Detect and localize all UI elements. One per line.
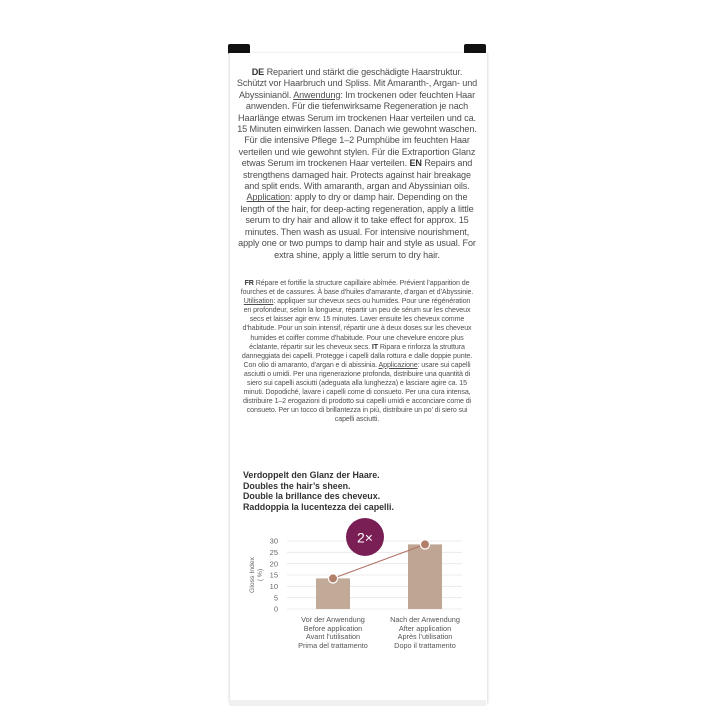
de-text-2: : Im trockenen oder feuchten Haar anwenden. Für die tiefenwirksame Regeneration je nach Haarlänge etwas Serum im trockenen Haar verteilen und ca. 15 Minuten einwirken lassen. Danach wie gewohnt waschen. Für die intensive Pflege 1–2 Pumphübe im feuchten Haar verteilen und wie gewohnt stylen. Für die Extraportion Glanz etwas Serum im trockenen Haar verteilen. xyxy=(237,89,477,169)
badge-label: 2× xyxy=(357,529,373,546)
it-applicazione-label: Applicazione xyxy=(378,360,418,369)
y-tick-label: 25 xyxy=(269,547,278,557)
en-text-2: : apply to dry or damp hair. Depending on the length of the hair, for deep-acting regeneration, apply a little serum to dry hair and allow it to take effect for approx. 15 minutes. Then wash as usual. For intensive nourishment, apply one or two pumps to damp hair and style as usual. For extra shine, apply a little serum to dry hair. xyxy=(238,192,476,260)
category-label-line: Before application xyxy=(303,623,363,633)
category-label-line: Après l’utilisation xyxy=(397,632,453,642)
category-label-line: Vor der Anwendung xyxy=(301,615,365,624)
headline-it: Raddoppia la lucentezza dei capelli. xyxy=(243,501,394,512)
de-text-1: Repariert und stärkt die geschädigte Haarstruktur. Schützt vor Haarbruch und Spliss. Mit Amaranth-, Argan- und Abyssinianöl. xyxy=(236,67,478,100)
en-text-1: Repairs and strengthens damaged hair. Protects against hair breakage and split ends. With amaranth, argan and Abyssinian oils. xyxy=(243,158,473,192)
category-label-line: Nach der Anwendung xyxy=(390,615,460,624)
marker-after xyxy=(420,540,429,549)
marker-before xyxy=(328,574,337,583)
headline-de: Verdoppelt den Glanz der Haare. xyxy=(243,470,380,480)
y-axis-unit: ( %) xyxy=(257,568,264,582)
lang-tag-de: DE xyxy=(251,67,265,77)
y-tick-label: 5 xyxy=(273,593,278,603)
fr-text-2: : appliquer sur cheveux secs ou humides. Pour une régénération en profondeur, selon la longueur, répartir un peu de sérum sur les cheveux secs et laisser agir env. 15 minutes. Laver ensuite les cheveux comme d’habitude. Pour un soin intensif, répartir une à deux doses sur les cheveux humides et coiffer comme d’habitude. Pour une chevelure encore plus éclatante, répartir sur les cheveux secs. xyxy=(242,297,472,351)
category-label-before xyxy=(288,616,378,650)
y-tick-label: 30 xyxy=(269,536,278,546)
en-application-label: Application xyxy=(246,192,290,203)
y-tick-label: 15 xyxy=(269,570,278,580)
bar-after xyxy=(408,544,442,609)
fr-utilisation-label: Utilisation xyxy=(243,297,274,306)
category-label-line: Dopo il trattamento xyxy=(394,640,456,650)
y-tick-label: 20 xyxy=(269,559,278,569)
y-tick-label: 0 xyxy=(273,604,278,614)
y-tick-label: 10 xyxy=(269,581,278,591)
lang-tag-it: IT xyxy=(371,342,379,351)
category-label-line: Prima del trattamento xyxy=(298,640,368,650)
category-label-line: After application xyxy=(398,623,452,633)
headline-fr: Double la brillance des cheveux. xyxy=(243,491,381,502)
fr-text-1: Répare et fortifie la structure capillaire abîmée. Prévient l’apparition de fourches et de cassures. À base d’huiles d’amarante, d’argan et d’Abyssinie. xyxy=(240,279,474,297)
category-label-line: Avant l’utilisation xyxy=(305,632,361,642)
lang-tag-fr: FR xyxy=(244,279,254,287)
headline-en: Doubles the hair’s sheen. xyxy=(243,480,351,491)
it-text-2: : usare sui capelli asciutti o umidi. Per una rigenerazione profonda, distribuire una quantità di siero sui capelli asciutti (adeguata alla lunghezza) e lasciare agire ca. 15 minuti. Dopodiché, lavare i capelli come di consueto. Per una cura intensa, distribuire 1–2 erogazioni di prodotto sui capelli umidi e acconciare come di consueto. Per un tocco di brillantezza in più, distribuire un po’ di siero sui capelli asciutti. xyxy=(242,360,472,424)
category-label-after xyxy=(380,616,470,650)
it-text-1: Ripara e rinforza la struttura danneggiata dei capelli. Protegge i capelli dalla rottura e dalle doppie punte. Con olio di amaranto, d’argan e di abissinia. xyxy=(241,342,473,369)
de-anwendung-label: Anwendung xyxy=(293,89,341,100)
y-axis-label: Gloss Index xyxy=(249,557,256,593)
lang-tag-en: EN xyxy=(409,158,422,169)
